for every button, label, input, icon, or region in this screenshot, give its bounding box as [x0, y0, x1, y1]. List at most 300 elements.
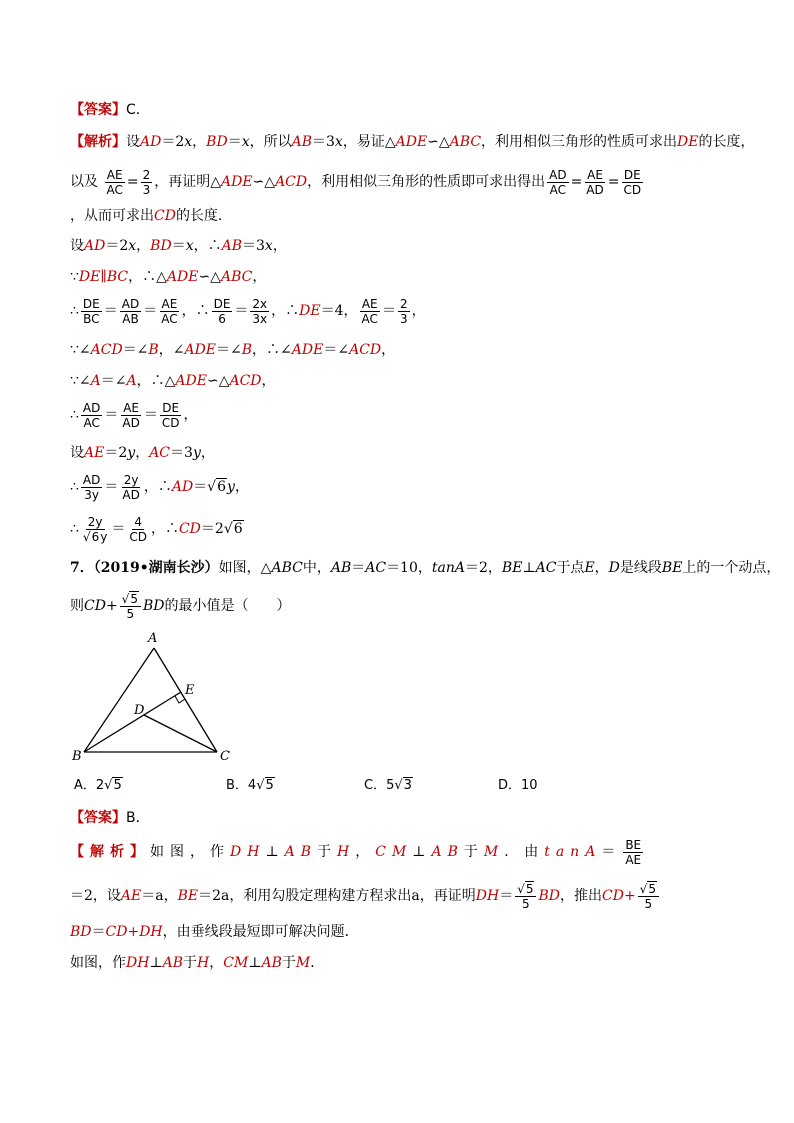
var: ACD: [229, 373, 262, 389]
answer-line-2: [70, 808, 150, 828]
question-7-line-2: [70, 586, 290, 626]
answer-value: B．: [126, 810, 150, 826]
text: ＝3: [170, 445, 193, 461]
option-b-label: B．4: [226, 778, 257, 793]
option-b[interactable]: [226, 776, 275, 796]
var: x: [184, 134, 193, 150]
var: A: [90, 373, 101, 389]
text: ，∴: [181, 303, 210, 319]
numerator: 2: [399, 296, 408, 311]
text: 如图，作: [70, 955, 126, 971]
text: ，: [411, 303, 426, 319]
text: ，: [234, 479, 249, 495]
var: ADE: [184, 342, 217, 358]
text: 的长度．: [175, 208, 232, 224]
text: ，: [261, 373, 276, 389]
step-5: [70, 371, 276, 391]
var: BE: [501, 560, 523, 576]
text: ∵: [70, 269, 79, 285]
var: y: [100, 529, 108, 544]
label-a: A: [148, 631, 158, 646]
segment-ab: [84, 648, 154, 752]
sqrt: √6: [223, 521, 243, 537]
option-d-label: D．10: [498, 778, 538, 793]
sqrt: √5: [517, 881, 534, 896]
var: AB: [431, 844, 464, 860]
denominator: AD: [586, 182, 604, 197]
sqrt: √5: [104, 778, 122, 793]
var: DE: [299, 303, 321, 319]
numerator: 2y: [87, 514, 103, 529]
text: 的最小值是（ ）: [164, 598, 291, 614]
text: ∴: [70, 407, 79, 423]
var: x: [264, 238, 273, 254]
text: 于: [463, 844, 484, 860]
text: ，易证△: [342, 134, 396, 150]
denominator: 5: [522, 896, 530, 911]
text: ＝3: [242, 238, 265, 254]
var: BD: [150, 238, 172, 254]
text: ，: [209, 955, 224, 971]
text: 于点: [556, 560, 585, 576]
text: ＝∠: [122, 342, 149, 358]
denominator: 3: [142, 182, 151, 197]
var: AC: [149, 445, 171, 461]
text: 则: [70, 598, 84, 614]
text: ，∴∠: [252, 342, 292, 358]
text: ，: [355, 844, 376, 860]
radicand: 5: [648, 881, 656, 896]
numerator: 2y: [123, 472, 139, 487]
analysis-line-2: [70, 164, 645, 200]
denominator: CD: [129, 529, 147, 544]
fraction: [81, 515, 109, 544]
denominator: AC: [83, 415, 100, 430]
denominator: 5: [126, 606, 135, 621]
text: ，∴: [150, 521, 179, 537]
denominator: AC: [549, 182, 567, 197]
var: x: [241, 134, 250, 150]
text: ⊥: [149, 955, 163, 971]
var: CM: [223, 955, 249, 971]
text: ，∴△: [136, 373, 176, 389]
numerator: AD: [82, 400, 101, 415]
numerator: DE: [213, 296, 231, 311]
text: ，: [183, 407, 198, 423]
analysis2-line-1: [70, 834, 645, 870]
fraction: [120, 473, 141, 502]
denominator: AE: [625, 852, 642, 867]
var: AD: [171, 479, 194, 495]
text: ＝2: [104, 445, 128, 461]
label-b: B: [72, 749, 82, 764]
denominator: [81, 530, 109, 544]
numerator: [120, 592, 141, 607]
numerator: 2: [142, 167, 151, 182]
denominator: 3x: [252, 311, 268, 326]
var: y: [192, 445, 201, 461]
fraction: [120, 297, 141, 326]
sqrt: √5: [256, 778, 274, 793]
numerator: [515, 882, 536, 897]
step-7: [70, 443, 215, 463]
text: ∽△: [198, 269, 221, 285]
analysis-bracket: 【解析】: [70, 844, 150, 860]
var: DH: [126, 955, 150, 971]
fraction: [547, 168, 568, 197]
text: 设: [70, 445, 84, 461]
label-c: C: [220, 749, 230, 764]
text: ＝2: [105, 238, 129, 254]
text: ，利用相似三角形的性质即可求出得出: [307, 174, 546, 190]
sqrt: √6: [82, 529, 100, 544]
radicand: 5: [265, 778, 274, 793]
denominator: AD: [122, 415, 140, 430]
var: ACD: [275, 174, 308, 190]
var: ACD: [90, 342, 123, 358]
text: ，∴: [143, 479, 172, 495]
question-source: （2019•湖南长沙）: [93, 560, 219, 576]
var: AE: [120, 888, 142, 904]
var: ADE: [175, 373, 207, 389]
text: ，: [136, 238, 151, 254]
var: ABC: [449, 134, 482, 150]
var: DH: [475, 888, 500, 904]
numerator: DE: [82, 296, 100, 311]
var: tanA: [544, 844, 602, 860]
triangle-figure: [64, 628, 244, 768]
denominator: BC: [83, 311, 100, 326]
text: 于: [317, 844, 338, 860]
var: AB: [261, 955, 282, 971]
text: ＝a，: [141, 888, 178, 904]
equals: =: [570, 174, 583, 190]
step-1: [70, 236, 287, 256]
var: CM: [375, 844, 413, 860]
var: AD: [140, 134, 162, 150]
numerator: BE: [625, 837, 642, 852]
option-c[interactable]: [364, 776, 413, 796]
text: ，: [381, 342, 396, 358]
numerator: AD: [82, 472, 101, 487]
denominator: AC: [361, 311, 378, 326]
fraction: [360, 297, 380, 326]
var: AD: [84, 238, 106, 254]
var: AB: [162, 955, 184, 971]
step-9: ∴ $\frac{2y}{√6y}$ ＝ $\frac{4}{CD}$ ，∴CD＝2√6: [70, 511, 244, 547]
text: ，∴: [193, 238, 222, 254]
label-e: E: [185, 683, 195, 698]
text: ＝2，: [465, 560, 502, 576]
text: 上的一个动点，: [682, 560, 781, 576]
var: B: [241, 342, 253, 358]
text: ．: [310, 955, 325, 971]
text: ∽△: [427, 134, 450, 150]
var: x: [128, 238, 137, 254]
var: D: [608, 560, 620, 576]
var: ACD: [349, 342, 382, 358]
answer-bracket: 【答案】: [70, 102, 126, 118]
answer-line-1: [70, 100, 150, 120]
text: ＝: [351, 560, 366, 576]
var: BE: [177, 888, 199, 904]
analysis-line-1: [70, 132, 755, 152]
var: A: [126, 373, 137, 389]
text: ，利用相似三角形的性质可求出: [481, 134, 678, 150]
numerator: DE: [623, 167, 641, 182]
text: 以及: [70, 174, 98, 190]
segment-be: [84, 692, 181, 752]
var: CD: [602, 888, 624, 904]
analysis2-line-2: [70, 876, 661, 916]
text: ．由: [504, 844, 545, 860]
text: 设: [126, 134, 140, 150]
text: 如图，作: [150, 844, 230, 860]
fraction: [81, 297, 102, 326]
sqrt: √3: [394, 778, 412, 793]
var: ADE: [291, 342, 324, 358]
option-a-label: A．2: [74, 778, 105, 793]
var: y: [227, 479, 235, 495]
step-6: ∴ $\frac{AD}{AC}$ ＝ $\frac{AE}{AD}$ ＝ $\frac{DE}{CD}$ ，: [70, 400, 198, 430]
text: 的长度，: [698, 134, 755, 150]
label-d: D: [134, 703, 145, 718]
text: 于: [183, 955, 198, 971]
var: BD: [70, 924, 92, 940]
text: ⊥: [522, 560, 536, 576]
var: ABC: [220, 269, 253, 285]
text: ⊥: [248, 955, 262, 971]
fraction: [81, 473, 102, 502]
analysis2-line-4: [70, 953, 324, 973]
radicand: 6: [91, 529, 100, 544]
numerator: AE: [161, 296, 178, 311]
sqrt: √6: [207, 479, 227, 495]
numerator: AE: [106, 167, 123, 182]
text: +: [623, 888, 636, 904]
var: DH: [230, 844, 266, 860]
text: +: [105, 598, 118, 614]
text: ＝3: [312, 134, 335, 150]
fraction: [81, 401, 102, 430]
text: ，: [252, 269, 267, 285]
analysis-bracket: 【解析】: [70, 134, 126, 150]
radicand: 3: [403, 778, 412, 793]
fraction: [104, 168, 124, 197]
text: ⊥: [412, 844, 432, 860]
numerator: AD: [549, 167, 567, 182]
numerator: [638, 882, 659, 897]
text: ∽△: [206, 373, 230, 389]
var: CD: [105, 924, 128, 940]
var: AE: [84, 445, 105, 461]
text: ，: [192, 134, 207, 150]
text: ，所以: [249, 134, 292, 150]
var: DE: [78, 269, 101, 285]
fraction: [621, 168, 643, 197]
text: ，推出: [560, 888, 602, 904]
var: ADE: [166, 269, 199, 285]
var: H: [337, 844, 356, 860]
var: M: [483, 844, 505, 860]
var: BC: [106, 269, 129, 285]
radicand: 6: [217, 479, 227, 495]
var: x: [185, 238, 194, 254]
analysis-line-3: [70, 206, 232, 226]
text: +: [127, 924, 140, 940]
denominator: AD: [122, 487, 140, 502]
denominator: CD: [161, 415, 180, 430]
fraction: [120, 401, 141, 430]
text: ，: [200, 445, 215, 461]
var: CD: [178, 521, 201, 537]
question-number: 7．: [70, 560, 94, 576]
numerator: AE: [587, 167, 603, 182]
text: ＝4，: [320, 303, 358, 319]
numerator: AD: [121, 296, 140, 311]
radicand: 5: [113, 778, 122, 793]
denominator: 5: [644, 896, 653, 911]
text: ，∴△: [128, 269, 167, 285]
text: ∴: [70, 303, 79, 319]
text: ，: [135, 445, 150, 461]
text: ，: [594, 560, 609, 576]
text: ，由垂线段最短即可解决问题．: [162, 924, 359, 940]
answer-value: C．: [126, 102, 150, 118]
step-3: ∴ $\frac{DE}{BC}$ ＝ $\frac{AD}{AB}$ ＝ $\frac{AE}{AC}$ ，∴ $\frac{DE}{6}$ ＝ $\frac{2x}{3x}$ ，∴DE＝4， $\frac{AE}{AC}$ ＝ $\frac{2}{3}$ ，: [70, 296, 426, 326]
numerator: AE: [361, 296, 378, 311]
text: 中，: [302, 560, 331, 576]
step-4: [70, 340, 395, 360]
var: x: [334, 134, 343, 150]
var: tanA: [431, 560, 465, 576]
text: ∽△: [252, 174, 276, 190]
text: ⊥: [265, 844, 285, 860]
text: 设: [70, 238, 84, 254]
var: BD: [538, 888, 560, 904]
var: y: [127, 445, 136, 461]
var: DH: [139, 924, 163, 940]
var: B: [148, 342, 159, 358]
text: 如图，△: [218, 560, 272, 576]
sqrt: √5: [121, 591, 138, 606]
text: ＝: [91, 924, 106, 940]
text: ，∠: [158, 342, 185, 358]
denominator: 3y: [84, 487, 100, 502]
step-8: ∴ $\frac{AD}{3y}$ ＝ $\frac{2y}{AD}$ ，∴AD＝√6y，: [70, 469, 249, 505]
question-7-line-1: [70, 558, 780, 578]
option-d[interactable]: [498, 776, 538, 796]
var: BE: [661, 560, 683, 576]
equals: =: [126, 174, 139, 190]
text: ＝: [499, 888, 514, 904]
fraction: [398, 297, 410, 326]
text: ＝∠: [323, 342, 350, 358]
var: M: [295, 955, 311, 971]
numerator: AE: [123, 400, 139, 415]
var: BD: [206, 134, 228, 150]
fraction: [515, 882, 536, 911]
fraction: [623, 838, 643, 867]
numerator: DE: [162, 400, 180, 415]
text: ＝∠: [216, 342, 242, 358]
fraction: [120, 592, 141, 621]
var: ADE: [221, 174, 253, 190]
numerator: 4: [134, 514, 142, 529]
text: ，从而可求出: [70, 208, 154, 224]
text: ∴: [70, 479, 79, 495]
var: CD: [154, 208, 176, 224]
text: ＝10，: [386, 560, 432, 576]
text: ，∴: [271, 303, 300, 319]
fraction: [250, 297, 269, 326]
step-2: [70, 267, 266, 287]
denominator: AB: [122, 311, 139, 326]
var: BD: [142, 598, 165, 614]
var: AB: [284, 844, 318, 860]
option-c-label: C．5: [364, 778, 395, 793]
radicand: 6: [233, 521, 243, 537]
radicand: 5: [525, 881, 534, 896]
radicand: 5: [130, 591, 138, 606]
fraction: [127, 515, 149, 544]
denominator: 6: [218, 311, 226, 326]
text: ＝: [227, 134, 242, 150]
text: ＝: [193, 479, 208, 495]
var: CD: [84, 598, 106, 614]
denominator: CD: [623, 182, 642, 197]
text: ∥: [100, 269, 107, 285]
text: ∵∠: [70, 342, 91, 358]
text: ∴: [70, 521, 79, 537]
var: AC: [535, 560, 557, 576]
var: AC: [365, 560, 387, 576]
var: ABC: [271, 560, 303, 576]
fraction: [584, 168, 605, 197]
answer-bracket: 【答案】: [70, 810, 126, 826]
text: ＝∠: [100, 373, 127, 389]
var: E: [584, 560, 595, 576]
denominator: AC: [106, 182, 123, 197]
var: AB: [221, 238, 242, 254]
text: ∵∠: [70, 373, 91, 389]
var: DE: [677, 134, 699, 150]
fraction: [160, 401, 182, 430]
denominator: 3: [399, 311, 408, 326]
analysis2-line-3: [70, 922, 359, 942]
equals: =: [607, 174, 620, 190]
fraction: [638, 882, 659, 911]
sqrt: √5: [639, 881, 656, 896]
fraction: [141, 168, 153, 197]
text: 于: [281, 955, 296, 971]
text: 是线段: [619, 560, 662, 576]
text: ＝: [601, 844, 622, 860]
var: H: [197, 955, 210, 971]
text: ，: [272, 238, 287, 254]
var: AB: [291, 134, 312, 150]
text: ＝2: [200, 521, 224, 537]
text: ，再证明△: [154, 174, 221, 190]
fraction: [212, 297, 233, 326]
denominator: AC: [161, 311, 178, 326]
numerator: 2x: [252, 296, 268, 311]
text: ＝: [171, 238, 186, 254]
var: AB: [330, 560, 352, 576]
fraction: [159, 297, 179, 326]
var: ADE: [395, 134, 428, 150]
option-a[interactable]: [74, 776, 123, 796]
